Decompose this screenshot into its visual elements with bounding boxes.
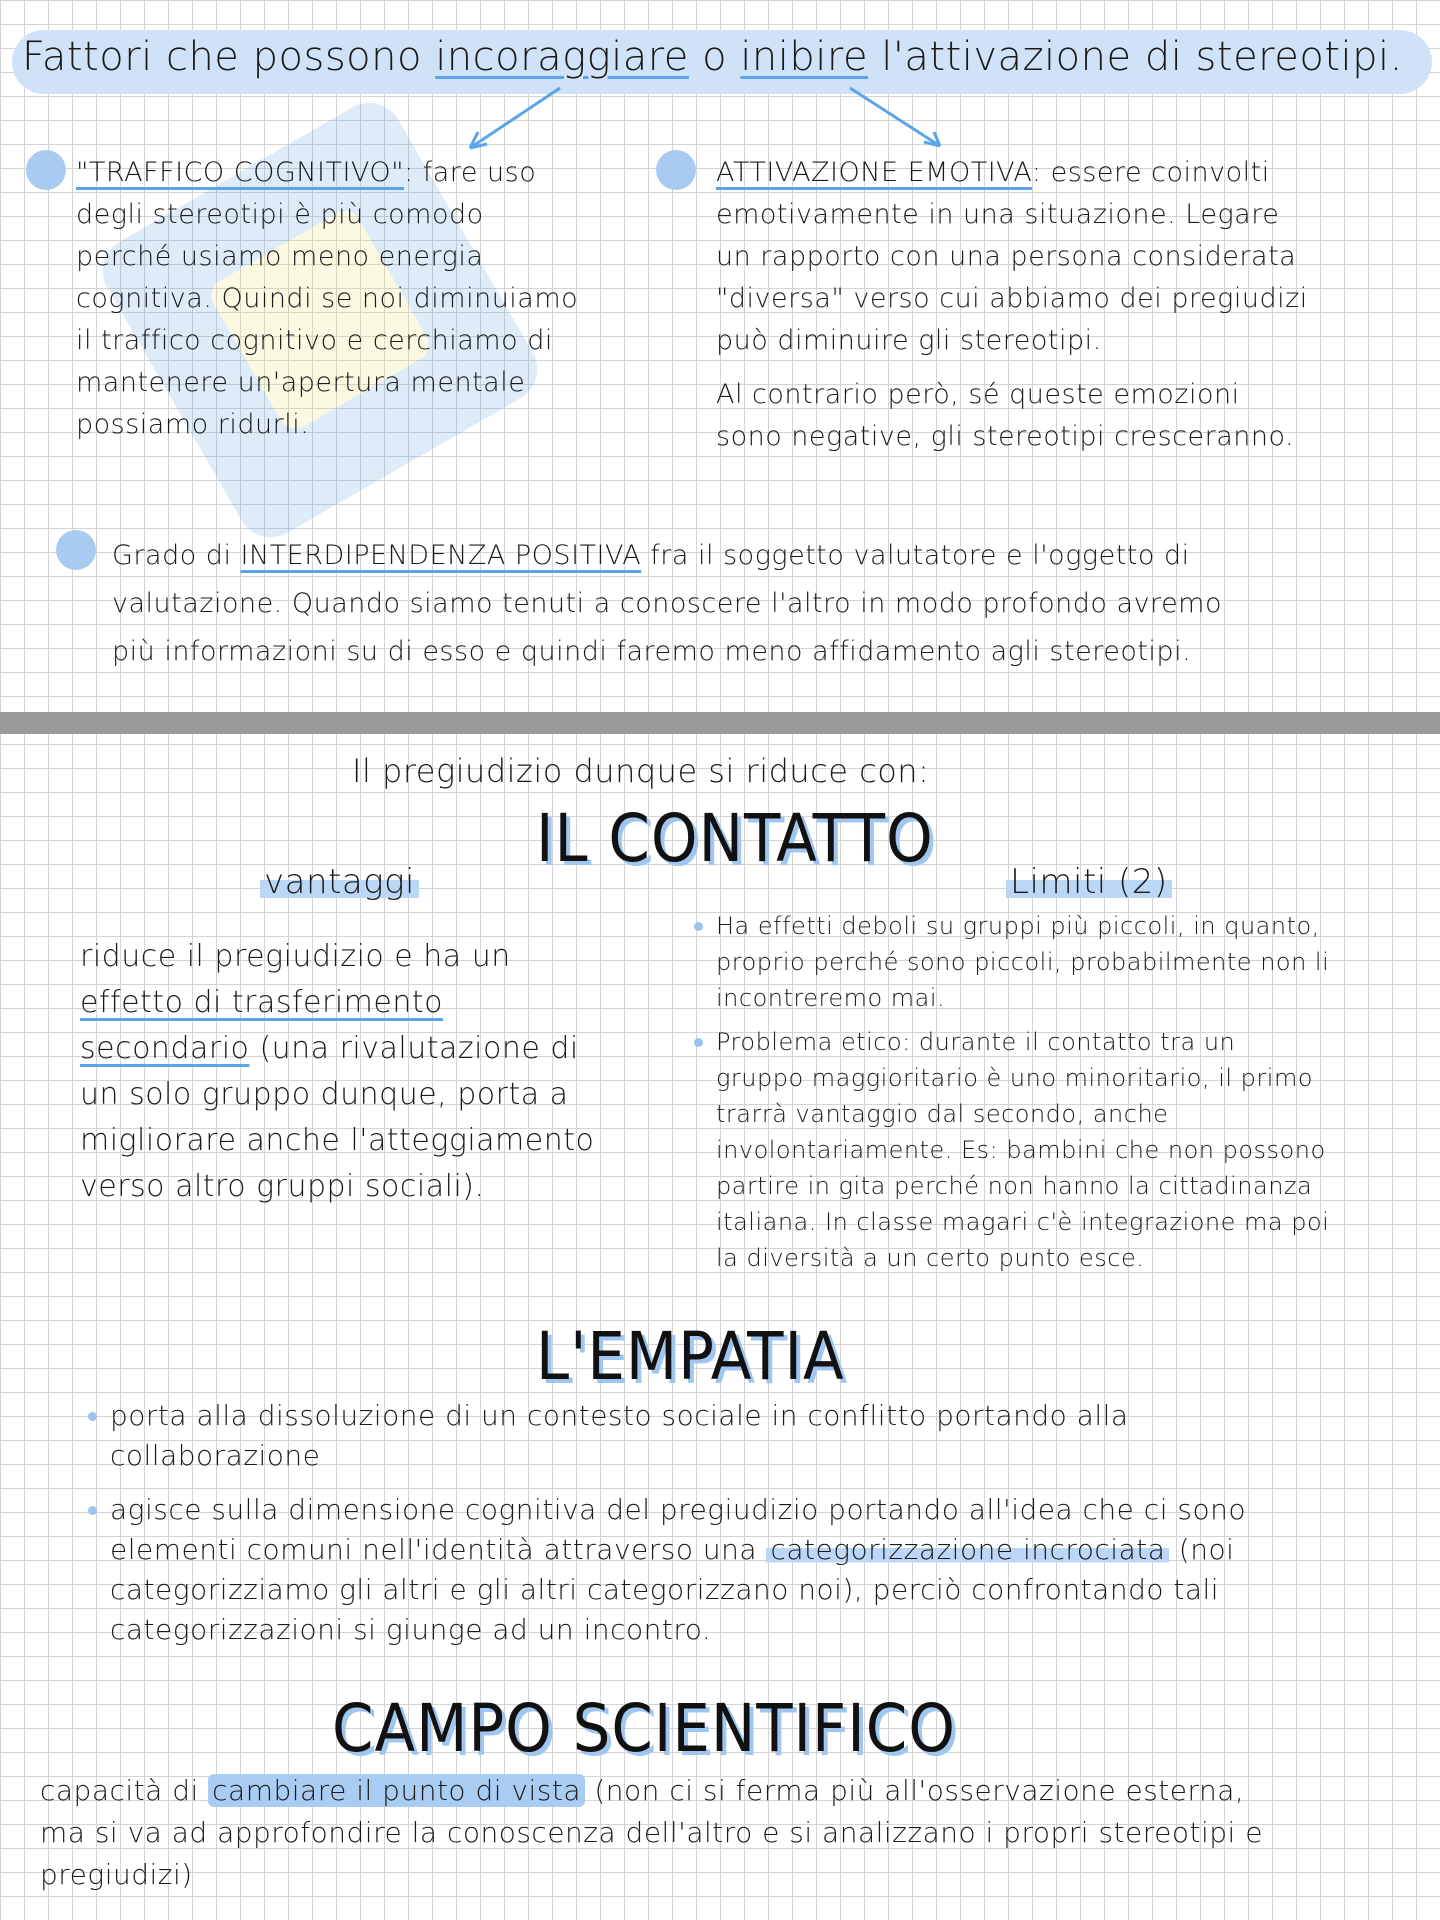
categorizzazione-incrociata-highlight: categorizzazione incrociata bbox=[766, 1533, 1169, 1566]
title-word-inibire: inibire bbox=[740, 34, 869, 80]
arrows bbox=[0, 80, 1440, 160]
limiti-label: Limiti (2) bbox=[1006, 862, 1172, 902]
interdipendenza-block: Grado di INTERDIPENDENZA POSITIVA fra il soggetto valutatore e l'oggetto di valutazione. Quando siamo tenuti a conoscere l'altro in modo profondo avremo più informazioni su di esso e quindi faremo meno affidamento agli stereotipi. bbox=[112, 540, 1222, 667]
bullet-dot bbox=[88, 1412, 97, 1421]
empatia-item: porta alla dissoluzione di un contesto sociale in conflitto portando alla collaborazione bbox=[110, 1396, 1410, 1476]
traffico-cognitivo-block: "TRAFFICO COGNITIVO": fare uso degli stereotipi è più comodo perché usiamo meno energia cognitiva. Quindi se noi diminuiamo il traffico cognitivo e cerchiamo di mantenere un'apertura mentale possiamo ridurli. bbox=[76, 157, 579, 440]
attivazione-emotiva-block: ATTIVAZIONE EMOTIVA: essere coinvolti emotivamente in una situazione. Legare un rapporto con una persona considerata "diversa" verso cui abbiamo dei pregiudizi può diminuire gli stereotipi. Al contrario però, sé queste emozioni sono negative, gli stereotipi cresceranno. bbox=[716, 157, 1308, 452]
traffico-term: "TRAFFICO COGNITIVO" bbox=[76, 157, 405, 188]
section-divider bbox=[0, 712, 1440, 734]
bullet-dot-interdipendenza bbox=[56, 530, 96, 570]
empatia-item: agisce sulla dimensione cognitiva del pregiudizio portando all'idea che ci sono elementi comuni nell'identità attraverso una categorizzazione incrociata (noi categorizziamo gli altri e gli altri categorizzano noi), perciò confrontando tali categorizzazioni si giunge ad un incontro. bbox=[110, 1490, 1410, 1650]
limiti-item: Problema etico: durante il contatto tra un gruppo maggioritario è uno minoritario, il primo trarrà vantaggio dal secondo, anche involontariamente. Es: bambini che non possono partire in gita perché non hanno la cittadinanza italiana. In classe magari c'è integrazione ma poi la diversità a un certo punto esce. bbox=[716, 1024, 1416, 1276]
attivazione-term: ATTIVAZIONE EMOTIVA bbox=[716, 157, 1032, 188]
cambiare-punto-vista-highlight: cambiare il punto di vista bbox=[208, 1774, 585, 1807]
limiti-list bbox=[716, 908, 1416, 1276]
bullet-dot bbox=[88, 1506, 97, 1515]
interdipendenza-term: INTERDIPENDENZA POSITIVA bbox=[240, 540, 642, 571]
page-title-text: Fattori che possono incoraggiare o inibire l'attivazione di stereotipi. bbox=[22, 34, 1403, 80]
campo-text: capacità di cambiare il punto di vista (non ci si ferma più all'osservazione esterna, ma si va ad approfondire la conoscenza dell'altro e si analizzano i propri stereotipi e pregiudizi) bbox=[40, 1774, 1263, 1891]
vantaggi-text: riduce il pregiudizio e ha un effetto di trasferimento secondario (una rivalutazione di un solo gruppo dunque, porta a migliorare anche l'atteggiamento verso altro gruppi sociali). bbox=[80, 939, 595, 1204]
vantaggi-label: vantaggi bbox=[260, 862, 419, 902]
empatia-list bbox=[110, 1396, 1410, 1650]
contatto-title: IL CONTATTO bbox=[536, 800, 934, 877]
bullet-dot bbox=[694, 1038, 703, 1047]
bullet-dot-attivazione bbox=[656, 150, 696, 190]
bullet-dot-traffico bbox=[26, 150, 66, 190]
empatia-title: L'EMPATIA bbox=[536, 1318, 845, 1395]
limiti-item: Ha effetti deboli su gruppi più piccoli, in quanto, proprio perché sono piccoli, probabilmente non li incontreremo mai. bbox=[716, 908, 1416, 1016]
campo-title: CAMPO SCIENTIFICO bbox=[332, 1690, 956, 1767]
bullet-dot bbox=[694, 922, 703, 931]
contatto-intro: Il pregiudizio dunque si riduce con: bbox=[352, 752, 930, 790]
title-word-incoraggiare: incoraggiare bbox=[435, 34, 689, 80]
